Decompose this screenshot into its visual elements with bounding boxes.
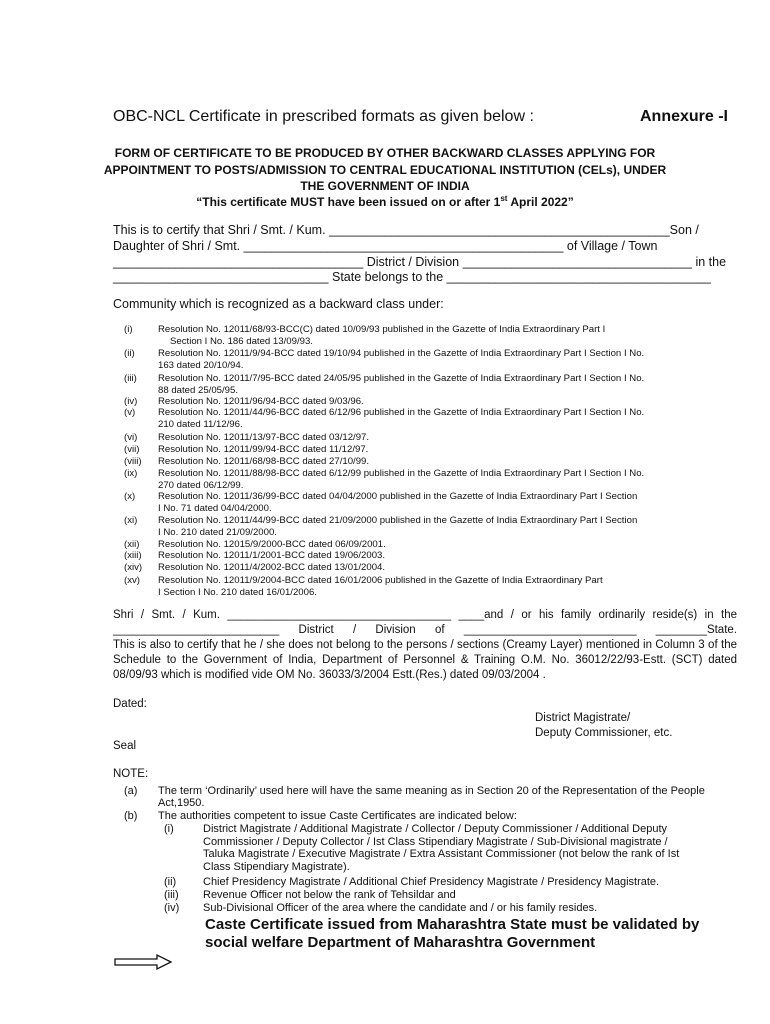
resolution-number: (xii)	[124, 539, 140, 550]
resolution-number: (xiv)	[124, 562, 143, 573]
resolution-number: (x)	[124, 491, 136, 502]
resolution-text-continued: 163 dated 20/10/94.	[158, 360, 244, 371]
authority-text: Revenue Officer not below the rank of Tehsildar and	[203, 889, 456, 901]
form-heading-line-2: APPOINTMENT TO POSTS/ADMISSION TO CENTRAL EDUCATIONAL INSTITUTION (CELs), UNDER	[103, 163, 667, 177]
authority-text: Commissioner / Deputy Collector / Ist Class Stipendiary Magistrate / Sub-Divisional magistrate /	[203, 835, 668, 848]
creamy-layer-line-3: 08/09/93 which is modified vide OM No. 36033/3/2004 Estt.(Res.) dated 09/03/2004 .	[113, 669, 546, 681]
certify-line-4: _______________________________ State belongs to the ______________________________________	[113, 270, 711, 284]
resolution-number: (v)	[124, 407, 136, 418]
annexure-label: Annexure -I	[639, 108, 728, 125]
resolution-text: Resolution No. 12011/4/2002-BCC dated 13/01/2004.	[158, 562, 386, 573]
resolution-text: Resolution No. 12011/7/95-BCC dated 24/05/95 published in the Gazette of India Extraordinary Part I Section I No.	[158, 373, 645, 384]
resolution-text: Resolution No. 12011/1/2001-BCC dated 19/06/2003.	[158, 550, 386, 561]
resolution-number: (ix)	[124, 468, 138, 479]
resolution-number: (viii)	[124, 456, 142, 467]
resolution-number: (vii)	[124, 444, 140, 455]
resolution-text-continued: Section I No. 186 dated 13/09/93.	[170, 336, 313, 347]
resolution-number: (iv)	[124, 396, 138, 407]
validity-text-post: April 2022”	[507, 195, 574, 209]
signatory-line-1: District Magistrate/	[535, 712, 631, 724]
form-heading-validity	[0, 194, 770, 209]
resolution-text: Resolution No. 12011/88/98-BCC dated 6/12/99 published in the Gazette of India Extraordinary Part I Section I No.	[158, 468, 645, 479]
authority-text: Sub-Divisional Officer of the area where the candidate and / or his family resides.	[203, 902, 598, 914]
resolution-text-continued: 88 dated 25/05/95.	[158, 385, 239, 396]
resolution-text: Resolution No. 12011/13/97-BCC dated 03/12/97.	[158, 432, 370, 443]
resolution-number: (xiii)	[124, 550, 142, 561]
resolution-text: Resolution No. 12011/99/94-BCC dated 11/12/97.	[158, 444, 369, 455]
resolution-number: (vi)	[124, 432, 138, 443]
resolution-text: Resolution No. 12011/44/96-BCC dated 6/12/96 published in the Gazette of India Extraordinary Part I Section I No.	[158, 407, 645, 418]
authority-text: District Magistrate / Additional Magistrate / Collector / Deputy Commissioner / Additional Deputy	[203, 823, 668, 835]
maharashtra-validation-line-2: social welfare Department of Maharashtra Government	[205, 934, 596, 951]
resolution-text: Resolution No. 12011/9/94-BCC dated 19/10/94 published in the Gazette of India Extraordinary Part I Section I No.	[158, 348, 645, 359]
dated-label: Dated:	[113, 698, 147, 710]
resolution-number: (iii)	[124, 373, 137, 384]
note-b-number: (b)	[124, 810, 138, 822]
resolution-text-continued: 270 dated 06/12/99.	[158, 480, 244, 491]
resolution-text: Resolution No. 12011/68/93-BCC(C) dated 10/09/93 published in the Gazette of India Extraordinary Part I	[158, 324, 606, 335]
signatory-line-2: Deputy Commissioner, etc.	[535, 727, 673, 739]
resolution-text-continued: I No. 71 dated 04/04/2000.	[158, 503, 272, 514]
authority-number: (iv)	[164, 902, 180, 914]
certify-line-1: This is to certify that Shri / Smt. / Kum. _________________________________________________Son /	[113, 223, 699, 237]
resolution-text: Resolution No. 12011/96/94-BCC dated 9/03/96.	[158, 396, 364, 407]
resolution-text-continued: I No. 210 dated 21/09/2000.	[158, 527, 277, 538]
resolution-number: (i)	[124, 324, 133, 335]
authority-text: Taluka Magistrate / Executive Magistrate / Extra Assistant Commissioner (not below the rank of Ist	[203, 848, 680, 860]
note-a-line-1: The term ‘Ordinarily’ used here will have the same meaning as in Section 20 of the Representation of the People	[158, 785, 705, 797]
authority-number: (ii)	[164, 876, 177, 888]
validity-text-pre: “This certificate MUST have been issued on or after 1	[196, 195, 501, 209]
authority-text: Class Stipendiary Magistrate).	[203, 860, 350, 873]
authority-number: (iii)	[164, 889, 179, 901]
right-arrow-icon	[113, 953, 175, 971]
note-a-line-2: Act,1950.	[158, 797, 205, 809]
resolution-number: (ii)	[124, 348, 135, 359]
resolution-text-continued: 210 dated 11/12/96.	[158, 419, 243, 430]
creamy-layer-line-1: This is also to certify that he / she does not belong to the persons / sections (Creamy Layer) mentioned in Column 3 of the	[113, 639, 737, 651]
maharashtra-validation-line-1: Caste Certificate issued from Maharashtra State must be validated by	[205, 916, 700, 933]
reside-line-1: Shri / Smt. / Kum. ___________________________________ ____and / or his family ordinarily reside(s) in the	[113, 609, 737, 621]
resolution-number: (xv)	[124, 575, 140, 586]
certify-line-2: Daughter of Shri / Smt. ______________________________________________ of Village / Town	[113, 239, 658, 253]
form-heading-line-1: FORM OF CERTIFICATE TO BE PRODUCED BY OTHER BACKWARD CLASSES APPLYING FOR	[114, 146, 656, 160]
page-title: OBC-NCL Certificate in prescribed formats as given below :	[113, 108, 534, 125]
authority-text: Chief Presidency Magistrate / Additional Chief Presidency Magistrate / Presidency Magistrate.	[203, 876, 660, 888]
authority-number: (i)	[164, 823, 174, 835]
creamy-layer-line-2: Schedule to the Government of India, Department of Personnel & Training O.M. No. 36012/22/93-Estt. (SCT) dated	[113, 654, 737, 666]
resolution-text: Resolution No. 12011/68/98-BCC dated 27/10/99.	[158, 456, 370, 467]
note-label: NOTE:	[113, 768, 149, 780]
resolution-text: Resolution No. 12011/44/99-BCC dated 21/09/2000 published in the Gazette of India Extraordinary Part I Section	[158, 515, 638, 526]
community-statement: Community which is recognized as a backward class under:	[113, 297, 444, 311]
validity-sup: st	[500, 194, 508, 203]
certify-line-3: ____________________________________ District / Division _________________________________ in the	[113, 255, 727, 269]
resolution-text: Resolution No. 12011/9/2004-BCC dated 16/01/2006 published in the Gazette of India Extraordinary Part	[158, 575, 603, 586]
seal-label: Seal	[113, 740, 137, 752]
note-b-line-1: The authorities competent to issue Caste Certificates are indicated below:	[158, 810, 517, 822]
resolution-text: Resolution No. 12015/9/2000-BCC dated 06/09/2001.	[158, 539, 386, 550]
form-heading-line-3: THE GOVERNMENT OF INDIA	[300, 179, 470, 193]
resolution-number: (xi)	[124, 515, 138, 526]
resolution-text: Resolution No. 12011/36/99-BCC dated 04/04/2000 published in the Gazette of India Extraordinary Part I Section	[158, 491, 638, 502]
reside-line-2: __________________________ District / Division of ___________________________ ________State.	[113, 624, 737, 636]
note-a-number: (a)	[124, 785, 138, 797]
resolution-text-continued: I Section I No. 210 dated 16/01/2006.	[158, 587, 317, 598]
